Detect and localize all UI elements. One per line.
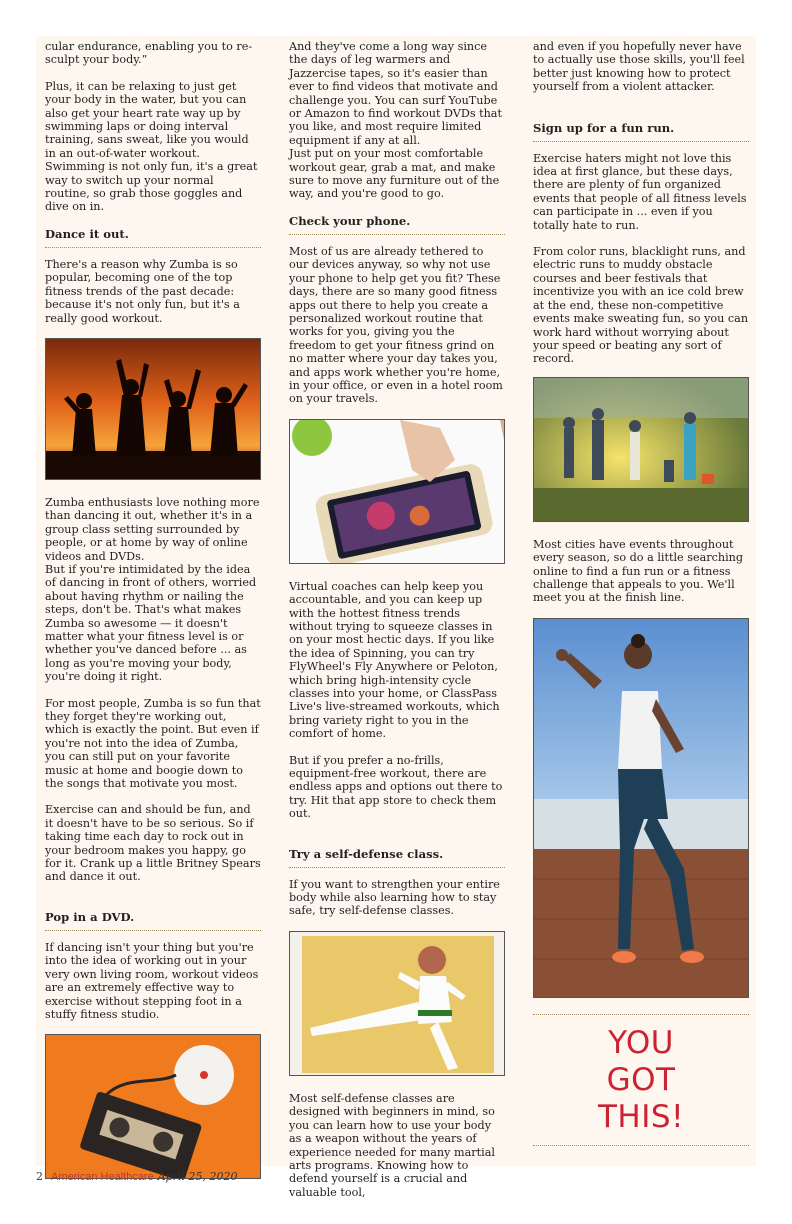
paragraph: cular endurance, enabling you to re-sculpt your body.” [45,40,253,67]
karate-kick-photo [289,931,505,1076]
paragraph: Most self-defense classes are designed with beginners in mind, so you can learn how to use your body as a weapon without the years of experience needed for many martial arts programs. Knowing how to defend yourself is a crucial and valuable tool, [289,1091,495,1199]
paragraph: Virtual coaches can help keep you accountable, and you can keep up with the hottest fitness trends without trying to squeeze classes in on your most hectic days. If you like the idea of Spinning, you can try FlyWheel's Fly Anywhere or Peloton, which bring high-intensity cycle classes into your home, or ClassPass Live's live-streamed workouts, which bring variety right to you in the comfort of home. [289,579,500,741]
smartphone-photo [289,419,505,564]
paragraph: And they've come a long way since the days of leg warmers and Jazzercise tapes, so it's easier than ever to find videos that motivate and challenge you. You can surf YouTube or Amazon to find workout DVDs that you like, and most require limited equipment if any at all. [289,40,502,147]
woman-flexing-photo [533,618,749,998]
color-run-photo [533,377,749,522]
page-footer [36,1170,237,1183]
paragraph: Zumba enthusiasts love nothing more than dancing it out, whether it's in a group class setting surrounded by people, or at home by way of online videos and DVDs. [45,495,260,563]
paragraph: Most of us are already tethered to our devices anyway, so why not use your phone to help get you fit? These days, there are so many good fitness apps out there to help you create a personalized workout routine that works for you, giving you the freedom to get your fitness grind on no matter where your day takes you, and apps work whether you're home, in your office, or even in a hotel room on your travels. [289,244,503,406]
slogan-line: THIS! [598,1099,684,1135]
issue-date: April 25, 2020 [157,1170,238,1183]
column-right [533,40,749,1015]
slogan-line: YOU [608,1025,674,1061]
section-heading-dance: Dance it out. [45,227,261,248]
paragraph: If you want to strengthen your entire body while also learning how to stay safe, try self-defense classes. [289,877,500,918]
divider-bottom [533,1145,749,1146]
paragraph: If dancing isn't your thing but you're into the idea of working out in your very own living room, workout videos are an extremely effective way to exercise without stepping foot in a stuffy fitness studio. [45,940,259,1021]
paragraph: Just put on your most comfortable workout gear, grab a mat, and make sure to move any furniture out of the way, and you're good to go. [289,147,500,201]
vhs-dvd-photo [45,1034,261,1179]
paragraph: and even if you hopefully never have to actually use those skills, you'll feel better just knowing how to protect yourself from a violent attacker. [533,40,745,94]
paragraph: For most people, Zumba is so fun that they forget they're working out, which is exactly the point. But even if you're not into the idea of Zumba, you can still put on your favorite music at home and boogie down to the songs that motivate you most. [45,696,261,791]
dance-silhouette-photo [45,338,261,480]
paragraph: But if you prefer a no-frills, equipment-free workout, there are endless apps and options out there to try. Hit that app store to check them out. [289,753,503,821]
section-heading-self-defense: Try a self-defense class. [289,847,505,868]
section-heading-fun-run: Sign up for a fun run. [533,121,749,142]
paragraph: Plus, it can be relaxing to just get your body in the water, but you can also get your heart rate way up by swimming laps or doing interval training, sans sweat, like you would in an out-of-water workout. Swimming is not only fun, it's a great way to switch up your normal routine, so grab those goggles and dive on in. [45,79,258,214]
paragraph: From color runs, blacklight runs, and electric runs to muddy obstacle courses and beer festivals that incentivize you with an ice cold brew at the end, these non-competitive events make sweating fun, so you can work hard without worrying about your speed or beating any sort of record. [533,245,749,366]
section-heading-dvd: Pop in a DVD. [45,910,261,931]
slogan-line: GOT [606,1062,676,1098]
column-left [45,40,261,1195]
page-number: 2 [36,1170,43,1183]
divider-top [533,1014,749,1015]
paragraph: There's a reason why Zumba is so popular, becoming one of the top fitness trends of the past decade: because it's not only fun, but it's a really good workout. [45,257,240,325]
slogan-you-got-this [533,1025,749,1136]
paragraph: But if you're intimidated by the idea of dancing in front of others, worried about having rhythm or nailing the steps, don't be. That's what makes Zumba so awesome — it doesn't matter what your fitness level is or whether you've danced before ... as long as you're moving your body, you're doing it right. [45,562,257,684]
paragraph: Exercise haters might not love this idea at first glance, but these days, there are plenty of fun organized events that people of all fitness levels can participate in ... even if you totally hate to run. [533,151,747,232]
paragraph: Most cities have events throughout every season, so do a little searching online to find a fun run or a fitness challenge that appeals to you. We'll meet you at the finish line. [533,537,744,605]
section-heading-phone: Check your phone. [289,214,505,235]
column-middle [289,40,505,1212]
publication-name: American Healthcare [51,1171,154,1183]
paragraph: Exercise can and should be fun, and it doesn't have to be so serious. So if taking time each day to rock out in your bedroom makes you happy, go for it. Crank up a little Britney Spears and dance it out. [45,803,261,884]
